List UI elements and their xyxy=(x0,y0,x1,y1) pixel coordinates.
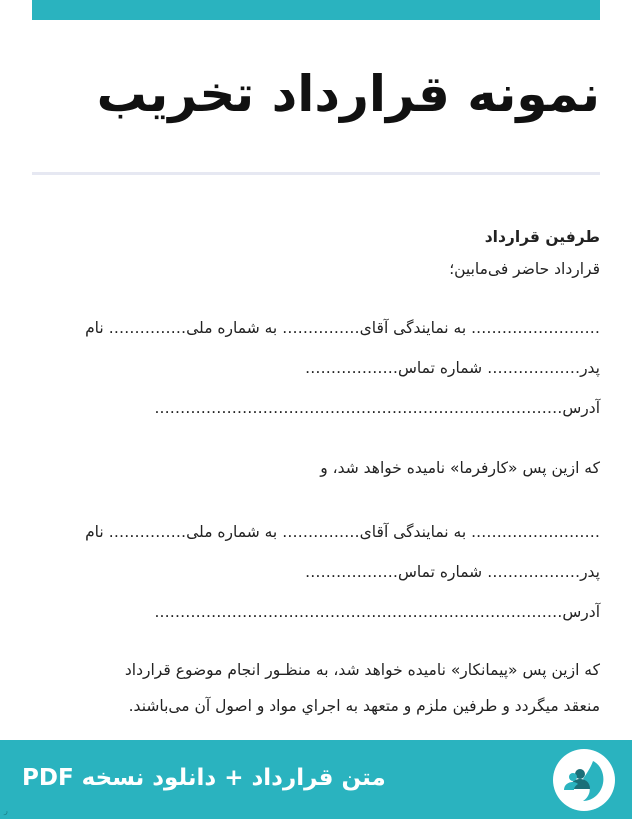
users-group-icon xyxy=(553,749,615,811)
party2-name-line: ……………………. به نمایندگی آقای…………… به شماره ملی…………… نام xyxy=(85,523,600,541)
download-banner-text[interactable]: متن قرارداد + دانلود نسخه PDF xyxy=(22,765,386,791)
party2-contact-line: پدر……………… شماره تماس……………… xyxy=(305,563,600,581)
party1-address-line: آدرس……………………………………………………………………. xyxy=(154,399,600,417)
section-heading: طرفین قرارداد xyxy=(484,228,600,246)
contract-body xyxy=(32,222,600,724)
corner-mark: ر xyxy=(4,806,8,815)
closing-line-1: که ازین پس «پیمانکار» نامیده خواهد شد، به منظـور انجام موضوع قرارداد xyxy=(124,661,600,679)
page-title: نمونه قرارداد تخریب xyxy=(96,65,600,123)
download-banner[interactable] xyxy=(0,740,632,819)
party2-address-line: آدرس……………………………………………………………………. xyxy=(154,603,600,621)
party1-contact-line: پدر……………… شماره تماس……………… xyxy=(305,359,600,377)
section-intro: قرارداد حاضر فی‌مابین؛ xyxy=(449,260,600,278)
top-accent-bar xyxy=(32,0,600,20)
closing-line-2: منعقد ميگردد و طرفين ملزم و متعهد به اجراي مواد و اصول آن می‌باشند. xyxy=(128,697,600,715)
party1-name-line: ……………………. به نمایندگی آقای…………… به شماره ملی…………… نام xyxy=(85,319,600,337)
party1-role-note: که ازین پس «کارفرما» نامیده خواهد شد، و xyxy=(320,459,600,477)
title-divider xyxy=(32,172,600,175)
